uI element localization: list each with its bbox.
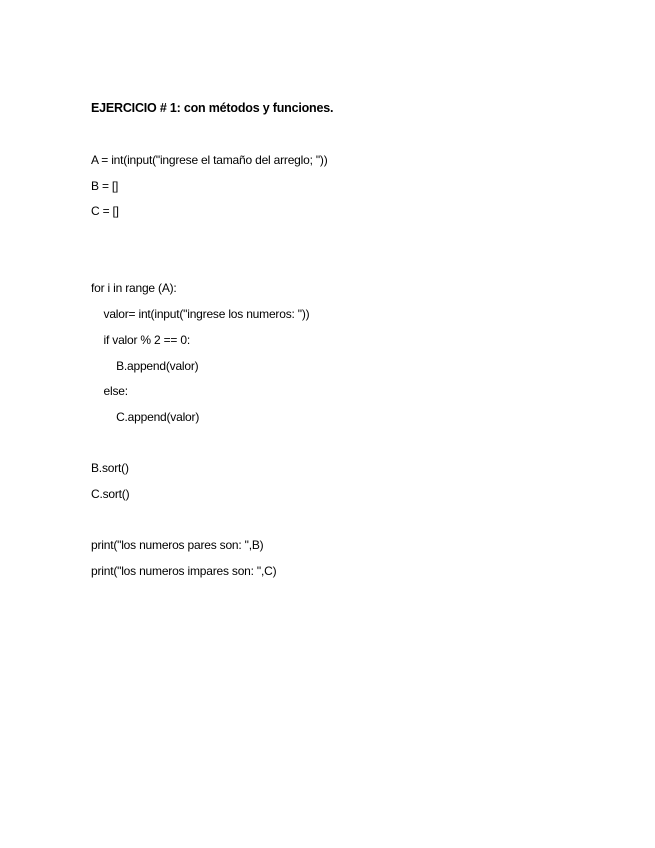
code-line	[91, 513, 328, 539]
code-block	[91, 153, 328, 590]
code-line: B.append(valor)	[91, 358, 199, 373]
code-line: valor= int(input("ingrese los numeros: "))	[91, 307, 310, 322]
code-line: C = []	[91, 204, 119, 219]
code-line: C.sort()	[91, 486, 130, 501]
code-line: B.sort()	[91, 461, 129, 476]
code-line	[91, 256, 328, 282]
code-line: print("los numeros impares son: ",C)	[91, 564, 277, 578]
code-line: for i in range (A):	[91, 281, 177, 296]
exercise-title: EJERCICIO # 1: con métodos y funciones.	[91, 101, 334, 115]
code-line	[91, 436, 328, 462]
code-line: C.append(valor)	[91, 409, 200, 424]
code-line: print("los numeros pares son: ",B)	[91, 538, 264, 553]
code-line: B = []	[91, 178, 119, 193]
code-line	[91, 230, 328, 256]
code-line: if valor % 2 == 0:	[91, 332, 190, 347]
code-line: else:	[91, 384, 128, 399]
code-line: A = int(input("ingrese el tamaño del arreglo; "))	[91, 153, 328, 167]
